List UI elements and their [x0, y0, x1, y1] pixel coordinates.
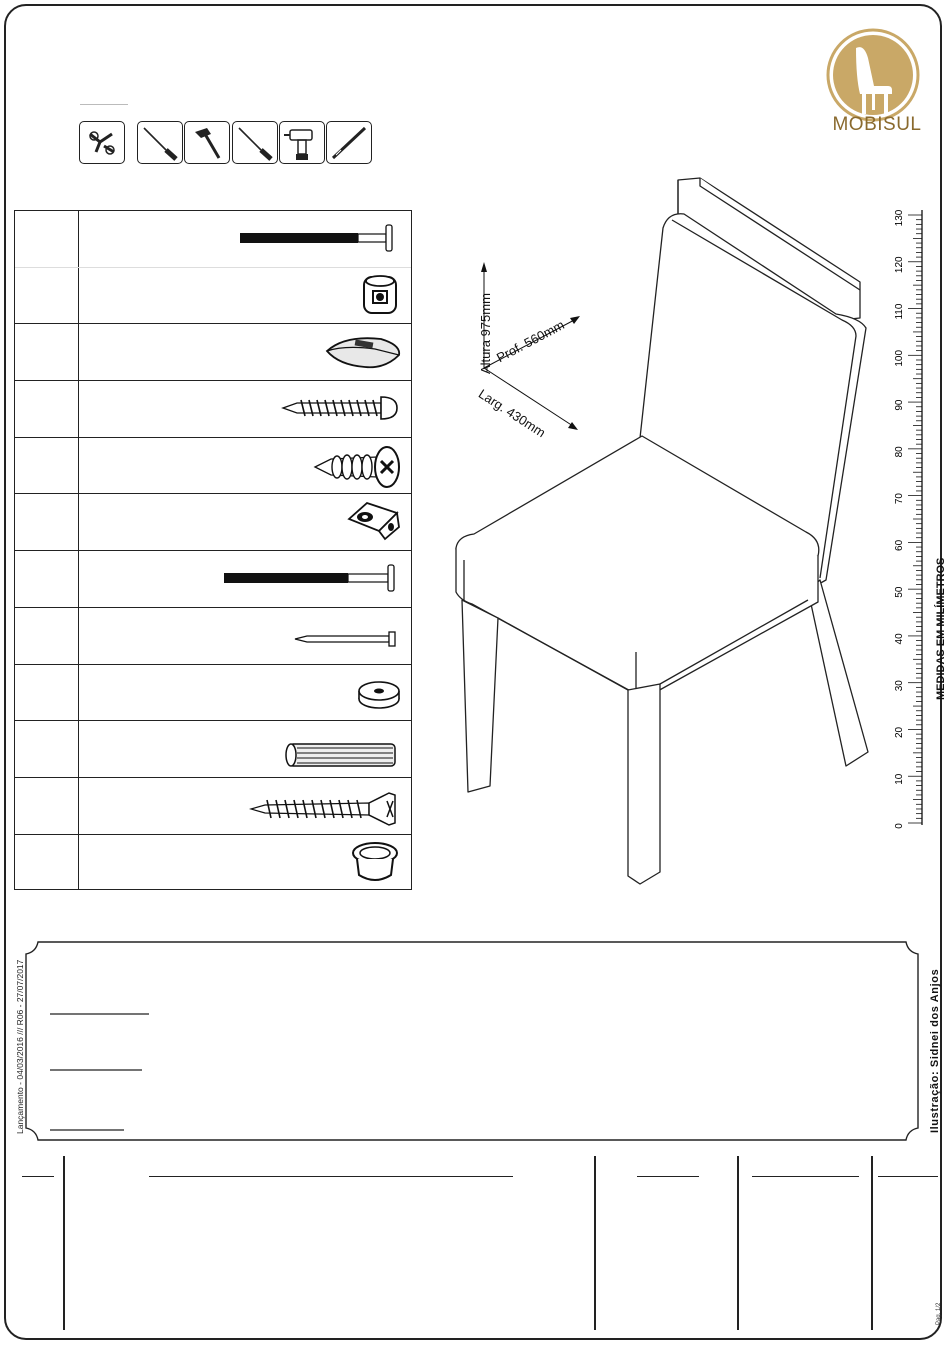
parts-row-divider [15, 607, 411, 608]
parts-row-divider [15, 323, 411, 324]
footer-rule [22, 1176, 54, 1177]
info-box [24, 940, 920, 1142]
screwdriver-phillips-icon [232, 121, 278, 164]
angle-bracket-icon [345, 499, 405, 543]
ruler-label: 20 [894, 726, 905, 739]
plastic-wedge-icon [325, 331, 405, 375]
parts-row-divider [15, 380, 411, 381]
chair-drawing [440, 165, 880, 895]
release-info: Lançamento - 04/03/2016 /// R06 - 27/07/2017 [15, 959, 25, 1134]
furniture-foot-cap-icon [349, 839, 405, 887]
cam-lock-icon [359, 271, 403, 317]
ruler-label: 90 [894, 399, 905, 411]
height-label: Altura 975mm [478, 293, 493, 374]
footer-rule [878, 1176, 938, 1177]
hammer-icon [184, 121, 230, 164]
footer-divider [594, 1156, 596, 1330]
parts-row-divider [15, 664, 411, 665]
ruler-label: 80 [894, 446, 905, 458]
parts-table [14, 210, 412, 890]
depth-label: Prof. 560mm [494, 317, 567, 366]
ruler-label: 10 [894, 773, 905, 785]
illustration-credit: Ilustração: Sidnei dos Anjos [929, 968, 941, 1133]
footer-divider [63, 1156, 65, 1330]
measure-ruler [886, 200, 946, 840]
ruler-label: 110 [894, 303, 905, 320]
footer-rule [637, 1176, 699, 1177]
ruler-label: 50 [894, 586, 905, 598]
ruler-label: 100 [894, 349, 905, 367]
width-label: Larg. 430mm [475, 386, 549, 441]
pan-head-screw-icon [281, 391, 407, 425]
parts-row-divider [15, 777, 411, 778]
ruler-title: MEDIDAS EM MILÍMETROS [935, 557, 947, 700]
drill-icon [279, 121, 325, 164]
footer-divider [737, 1156, 739, 1330]
page-number: Pag. 1/2 [936, 1302, 942, 1325]
screwdriver-flat-icon [137, 121, 183, 164]
parts-row-divider [15, 437, 411, 438]
long-bolt-2-icon [219, 563, 405, 593]
ruler-label: 0 [894, 823, 905, 829]
countersunk-screw-icon [249, 789, 405, 829]
parts-row-divider [15, 267, 411, 268]
long-bolt-icon [235, 223, 405, 253]
allen-key-icon [79, 121, 125, 164]
drill-bit-icon [326, 121, 372, 164]
parts-row-divider [15, 720, 411, 721]
ruler-label: 30 [894, 680, 905, 692]
footer-rule [752, 1176, 859, 1177]
ruler-label: 60 [894, 539, 905, 551]
ruler-label: 40 [894, 633, 905, 645]
washer-icon [355, 679, 405, 711]
ruler-label: 120 [894, 256, 905, 274]
footer-rule [149, 1176, 513, 1177]
short-wood-screw-icon [311, 443, 407, 491]
nail-icon [293, 629, 405, 649]
parts-row-divider [15, 493, 411, 494]
footer-divider [871, 1156, 873, 1330]
wooden-dowel-icon [283, 739, 405, 773]
parts-row-divider [15, 550, 411, 551]
ruler-label: 130 [894, 209, 905, 227]
parts-row-divider [15, 834, 411, 835]
brand-name: MOBISUL [832, 114, 922, 135]
ruler-label: 70 [894, 493, 905, 505]
tools-rule [80, 104, 128, 105]
